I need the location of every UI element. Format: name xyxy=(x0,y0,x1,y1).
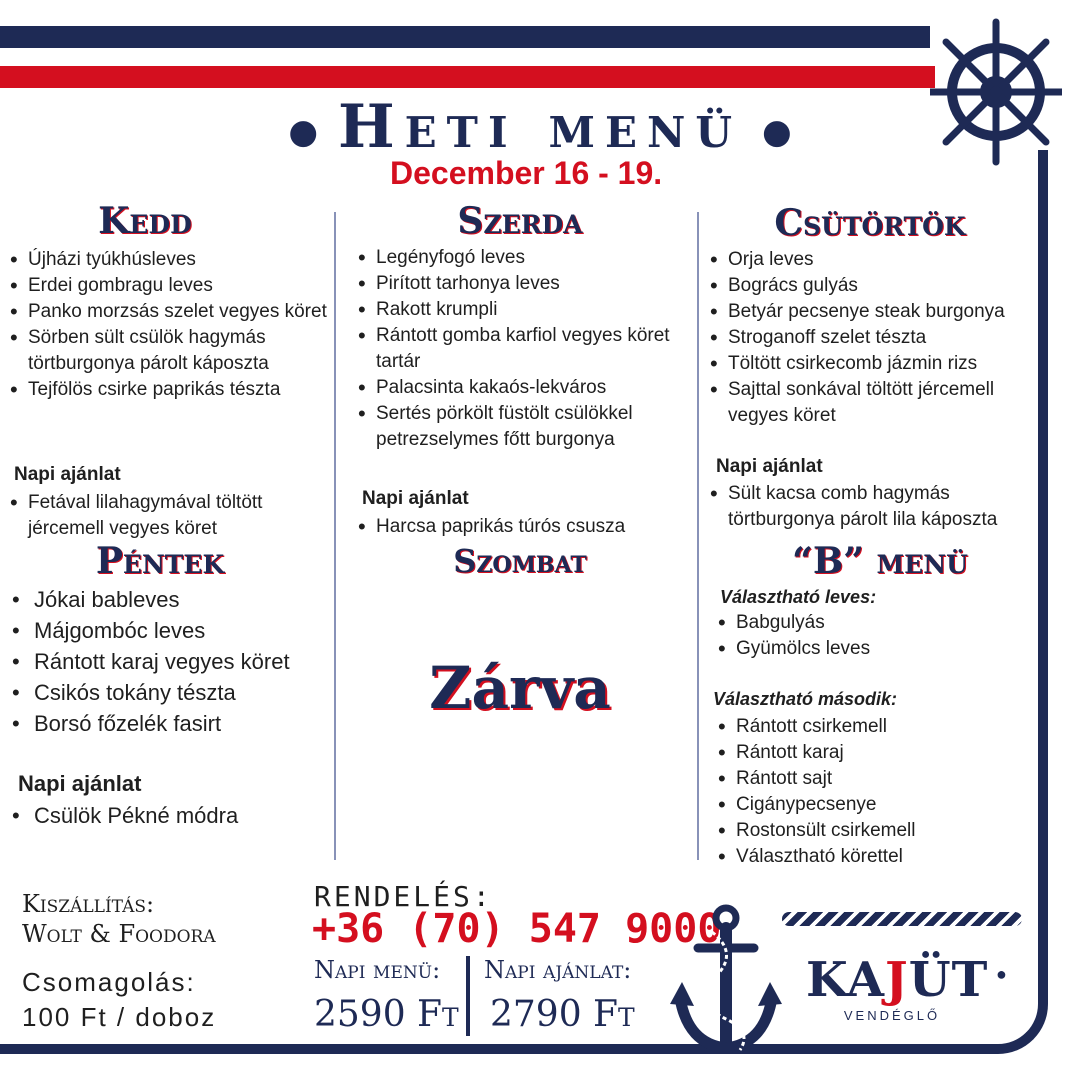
pentek-list xyxy=(6,584,332,739)
szombat-closed: Zárva xyxy=(429,654,611,722)
list-item: • Stroganoff szelet tészta xyxy=(706,325,1042,351)
napi-menu-label: Napi menü: xyxy=(314,956,441,984)
list-item: • Rakott krumpli xyxy=(354,297,694,323)
kedd-napi-list xyxy=(6,490,332,542)
list-item: • Csikós tokány tészta xyxy=(6,677,332,708)
delivery-value: Wolt & Foodora xyxy=(22,920,216,948)
list-item: • Pirított tarhonya leves xyxy=(354,271,694,297)
list-item: • Rántott gomba karfiol vegyes köret tartár xyxy=(354,323,694,375)
list-item: • Borsó főzelék fasirt xyxy=(6,708,332,739)
napi-ajanlat-label: Napi ajánlat: xyxy=(484,956,632,984)
list-item: • Orja leves xyxy=(706,247,1042,273)
list-item: • Betyár pecsenye steak burgonya xyxy=(706,299,1042,325)
list-item: • Palacsinta kakaós-lekváros xyxy=(354,375,694,401)
list-item: • Sörben sült csülök hagymás törtburgonya párolt káposzta xyxy=(6,325,332,377)
page-title: ● Heti menü ● xyxy=(288,92,792,162)
b-menu-title: “B” menü xyxy=(792,540,968,582)
list-item: • Rántott csirkemell xyxy=(714,714,1034,740)
day-title-szerda: Szerda xyxy=(457,200,583,242)
csutortok-napi-list xyxy=(706,481,1042,533)
rope-decoration xyxy=(782,912,1022,926)
pentek-napi-list xyxy=(6,800,332,831)
day-title-szombat: Szombat xyxy=(453,542,587,580)
list-item: • Bogrács gulyás xyxy=(706,273,1042,299)
list-item: • Sertés pörkölt füstölt csülökkel petrezselymes főtt burgonya xyxy=(354,401,694,453)
list-item: • Erdei gombragu leves xyxy=(6,273,332,299)
list-item: • Sült kacsa comb hagymás törtburgonya párolt lila káposzta xyxy=(706,481,1042,533)
list-item: • Cigánypecsenye xyxy=(714,792,1034,818)
szerda-napi-label: Napi ajánlat xyxy=(362,488,469,509)
list-item: • Harcsa paprikás túrós csusza xyxy=(354,514,694,540)
list-item: • Választható körettel xyxy=(714,844,1034,870)
list-item: • Rántott sajt xyxy=(714,766,1034,792)
date-range: December 16 - 19. xyxy=(390,155,663,191)
column-divider-right xyxy=(697,212,699,860)
csutortok-list xyxy=(706,247,1042,429)
napi-menu-price: 2590 Ft xyxy=(314,994,459,1035)
list-item: • Tejfölös csirke paprikás tészta xyxy=(6,377,332,403)
kedd-list xyxy=(6,247,332,403)
top-stripe-navy xyxy=(0,26,930,48)
restaurant-logo-subtitle: VENDÉGLŐ xyxy=(843,1008,941,1023)
list-item: • Sajttal sonkával töltött jércemell vegyes köret xyxy=(706,377,1042,429)
order-label: RENDELÉS: xyxy=(314,880,493,913)
packaging-value: 100 Ft / doboz xyxy=(22,1002,217,1032)
list-item: • Panko morzsás szelet vegyes köret xyxy=(6,299,332,325)
list-item: • Rostonsült csirkemell xyxy=(714,818,1034,844)
list-item: • Újházi tyúkhúsleves xyxy=(6,247,332,273)
list-item: • Rántott karaj xyxy=(714,740,1034,766)
restaurant-logo: KAJÜT xyxy=(806,952,989,1008)
day-title-pentek: Péntek xyxy=(95,540,225,582)
b-menu-main-label: Választható második: xyxy=(713,689,898,709)
b-menu-soup-list xyxy=(714,610,1034,662)
szerda-napi-list xyxy=(354,514,694,540)
logo-dot: ● xyxy=(996,964,1007,984)
packaging-label: Csomagolás: xyxy=(22,967,196,997)
list-item: • Babgulyás xyxy=(714,610,1034,636)
list-item: • Legényfogó leves xyxy=(354,245,694,271)
pentek-napi-label: Napi ajánlat xyxy=(18,771,142,796)
top-stripe-red xyxy=(0,66,935,88)
kedd-napi-label: Napi ajánlat xyxy=(14,464,121,485)
price-divider xyxy=(466,956,470,1036)
list-item: • Fetával lilahagymával töltött jércemell vegyes köret xyxy=(6,490,332,542)
day-title-csutortok: Csütörtök xyxy=(774,202,966,244)
list-item: • Gyümölcs leves xyxy=(714,636,1034,662)
column-divider-left xyxy=(334,212,336,860)
napi-ajanlat-price: 2790 Ft xyxy=(490,994,635,1035)
list-item: • Jókai bableves xyxy=(6,584,332,615)
list-item: • Májgombóc leves xyxy=(6,615,332,646)
b-menu-main-list xyxy=(714,714,1034,870)
delivery-label: Kiszállítás: xyxy=(22,890,155,918)
day-title-kedd: Kedd xyxy=(98,200,192,242)
anchor-icon xyxy=(668,902,784,1058)
list-item: • Töltött csirkecomb jázmin rizs xyxy=(706,351,1042,377)
csutortok-napi-label: Napi ajánlat xyxy=(716,456,823,477)
order-phone[interactable]: +36 (70) 547 9000 xyxy=(312,906,722,952)
list-item: • Rántott karaj vegyes köret xyxy=(6,646,332,677)
list-item: • Csülök Pékné módra xyxy=(6,800,332,831)
szerda-list xyxy=(354,245,694,453)
b-menu-soup-label: Választható leves: xyxy=(720,587,877,607)
